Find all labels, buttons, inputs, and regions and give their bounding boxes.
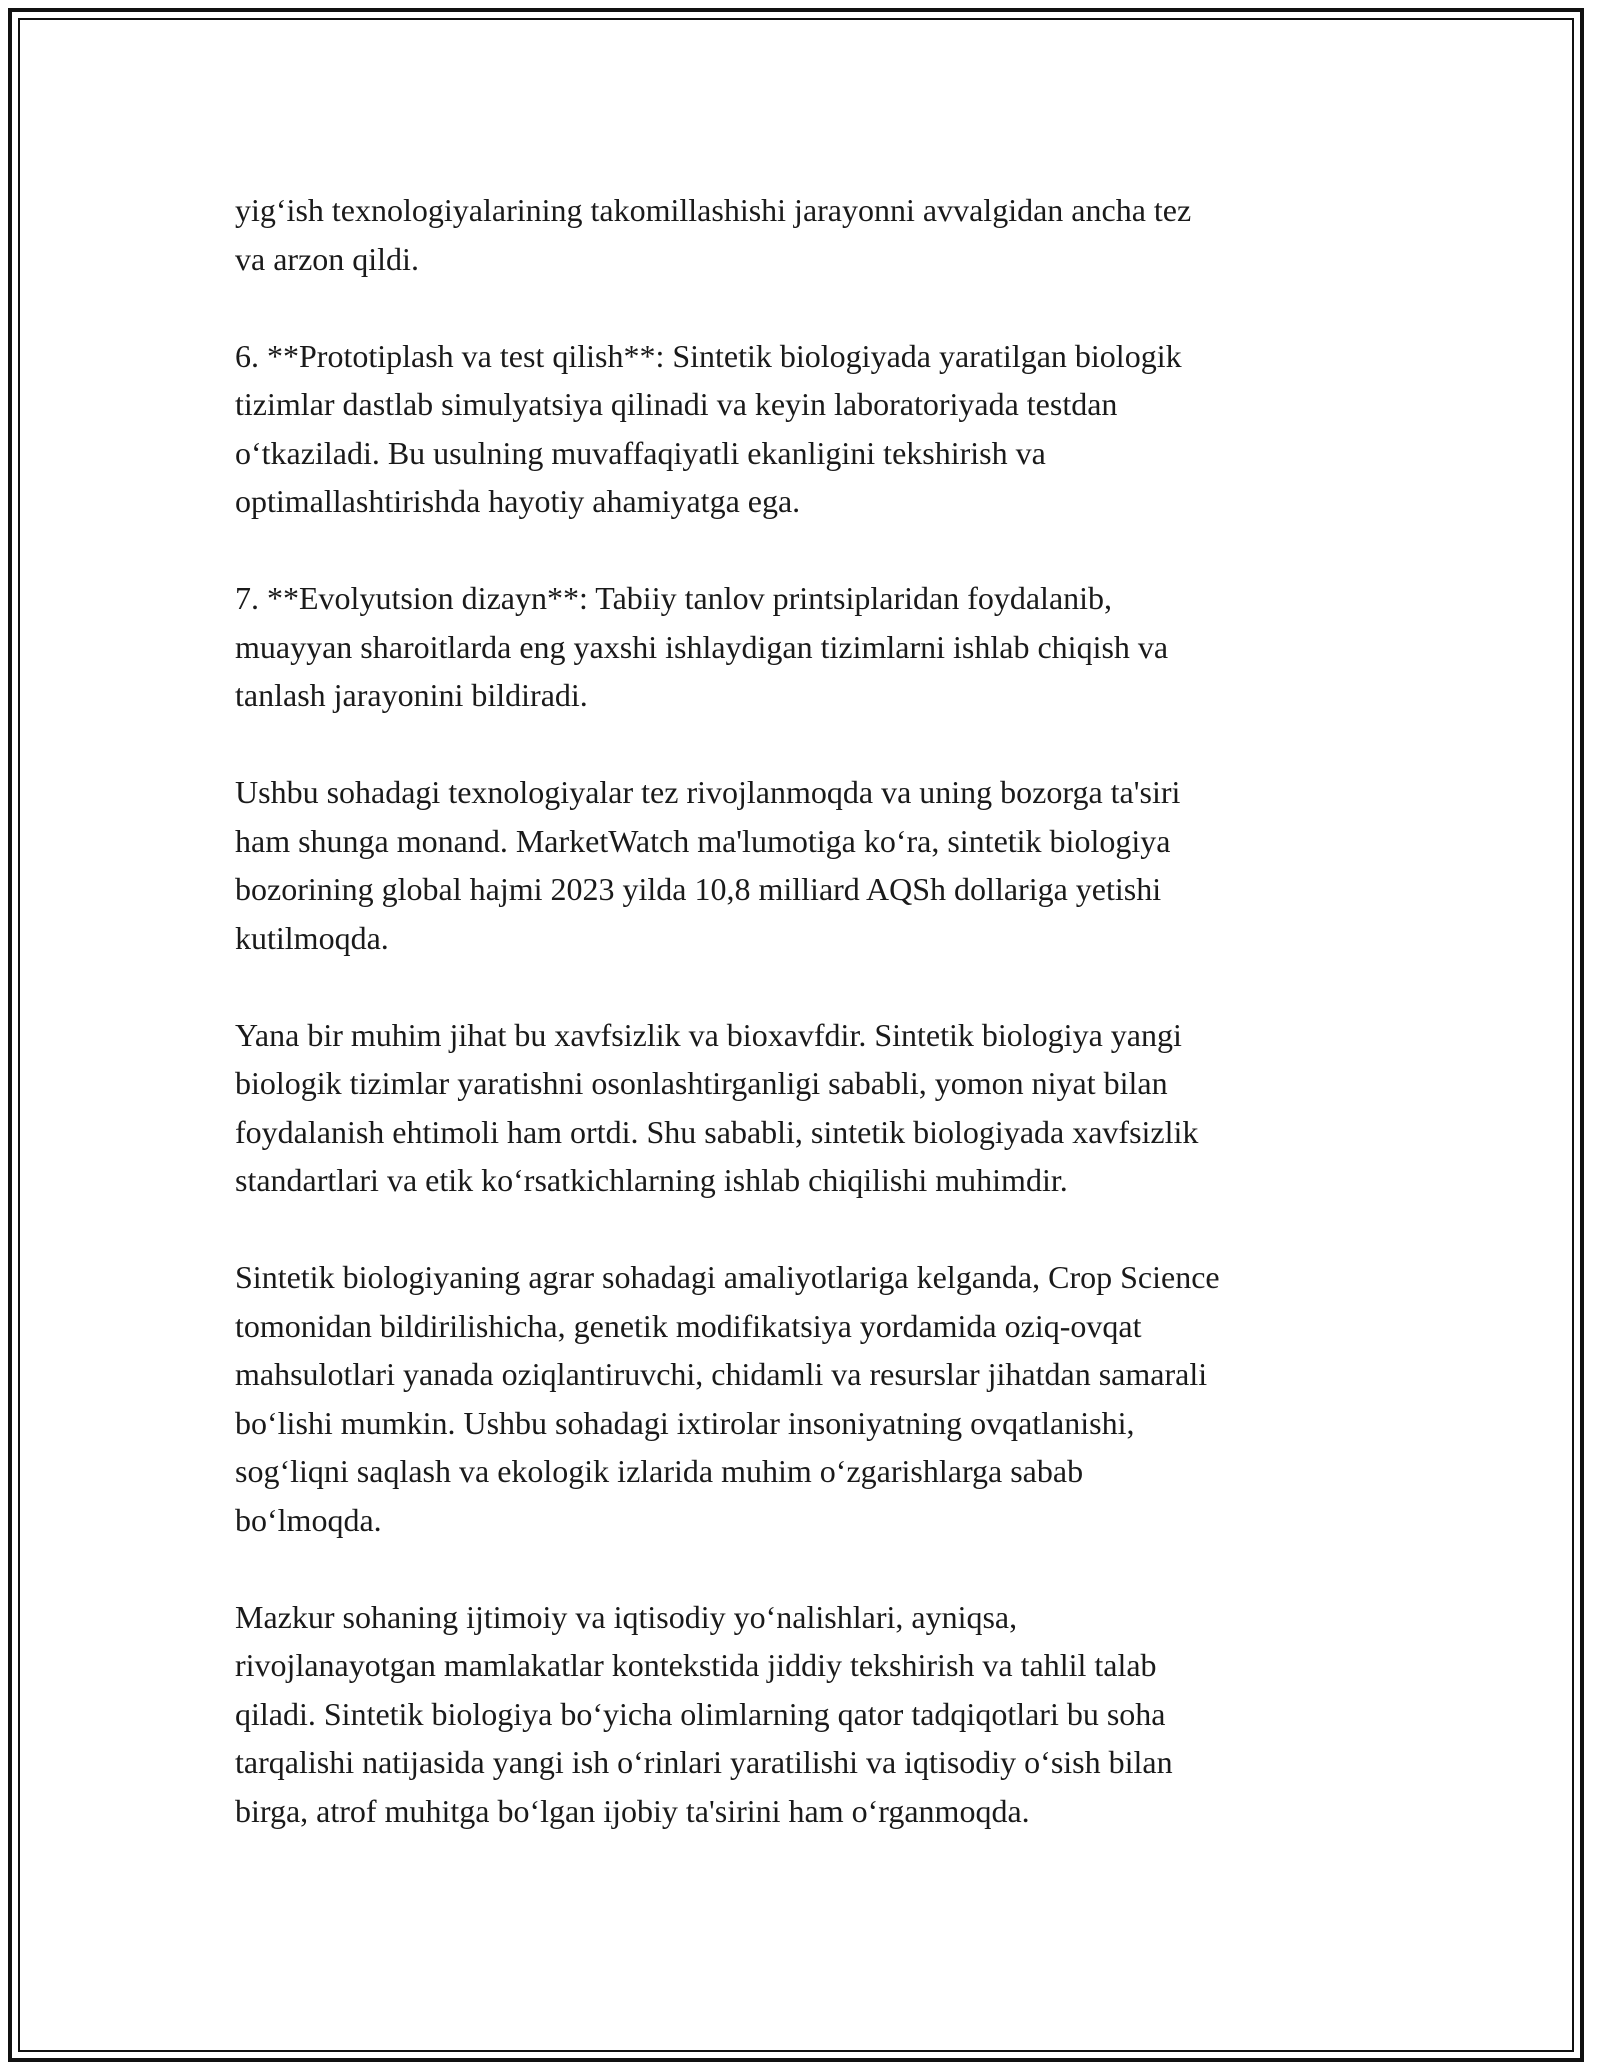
paragraph-prototiplash (235, 332, 1385, 526)
text-line: mahsulotlari yanada oziqlantiruvchi, chidamli va resurslar jihatdan samarali (235, 1356, 1208, 1392)
text-line: o‘tkaziladi. Bu usulning muvaffaqiyatli ekanligini tekshirish va (235, 434, 1046, 471)
text-line: rivojlanayotgan mamlakatlar kontekstida jiddiy tekshirish va tahlil talab (235, 1647, 1157, 1683)
text-line: muayyan sharoitlarda eng yaxshi ishlaydigan tizimlarni ishlab chiqish va (235, 628, 1169, 665)
document-body (235, 186, 1385, 1884)
text-line: Mazkur sohaning ijtimoiy va iqtisodiy yo‘nalishlari, ayniqsa, (235, 1598, 1018, 1635)
paragraph-market (235, 768, 1385, 962)
text-line: bo‘lmoqda. (235, 1501, 382, 1538)
text-line: tomonidan bildirilishicha, genetik modifikatsiya yordamida oziq-ovqat (235, 1307, 1142, 1344)
paragraph-1 (235, 186, 1385, 283)
text-line: optimallashtirishda hayotiy ahamiyatga ega. (235, 483, 801, 519)
paragraph-evolyutsion-dizayn (235, 574, 1385, 720)
text-line: bozorining global hajmi 2023 yilda 10,8 milliard AQSh dollariga yetishi (235, 871, 1162, 907)
text-line: tanlash jarayonini bildiradi. (235, 677, 588, 713)
text-line: yig‘ish texnologiyalarining takomillashishi jarayonni avvalgidan ancha tez (235, 192, 1192, 228)
text-line: 7. **Evolyutsion dizayn**: Tabiiy tanlov printsiplaridan foydalanib, (235, 580, 1113, 616)
text-line: Yana bir muhim jihat bu xavfsizlik va bioxavfdir. Sintetik biologiya yangi (235, 1016, 1182, 1053)
text-line: foydalanish ehtimoli ham ortdi. Shu sababli, sintetik biologiyada xavfsizlik (235, 1113, 1199, 1150)
paragraph-agriculture (235, 1253, 1385, 1544)
text-line: biologik tizimlar yaratishni osonlashtirganligi sababli, yomon niyat bilan (235, 1065, 1168, 1101)
text-line: Ushbu sohadagi texnologiyalar tez rivojlanmoqda va uning bozorga ta'siri (235, 774, 1181, 810)
text-line: standartlari va etik ko‘rsatkichlarning ishlab chiqilishi muhimdir. (235, 1162, 1068, 1198)
text-line: kutilmoqda. (235, 919, 389, 956)
text-line: birga, atrof muhitga bo‘lgan ijobiy ta'sirini ham o‘rganmoqda. (235, 1792, 1030, 1829)
text-line: sog‘liqni saqlash va ekologik izlarida muhim o‘zgarishlarga sabab (235, 1453, 1084, 1489)
paragraph-safety (235, 1011, 1385, 1205)
text-line: Sintetik biologiyaning agrar sohadagi amaliyotlariga kelganda, Crop Science (235, 1259, 1220, 1295)
text-line: tizimlar dastlab simulyatsiya qilinadi va keyin laboratoriyada testdan (235, 386, 1118, 422)
text-line: va arzon qildi. (235, 240, 419, 277)
text-line: bo‘lishi mumkin. Ushbu sohadagi ixtirolar insoniyatning ovqatlanishi, (235, 1404, 1135, 1441)
paragraph-socioeconomic (235, 1593, 1385, 1836)
text-line: qiladi. Sintetik biologiya bo‘yicha olimlarning qator tadqiqotlari bu soha (235, 1695, 1166, 1732)
text-line: 6. **Prototiplash va test qilish**: Sintetik biologiyada yaratilgan biologik (235, 337, 1182, 374)
text-line: tarqalishi natijasida yangi ish o‘rinlari yaratilishi va iqtisodiy o‘sish bilan (235, 1744, 1173, 1780)
text-line: ham shunga monand. MarketWatch ma'lumotiga ko‘ra, sintetik biologiya (235, 822, 1171, 859)
